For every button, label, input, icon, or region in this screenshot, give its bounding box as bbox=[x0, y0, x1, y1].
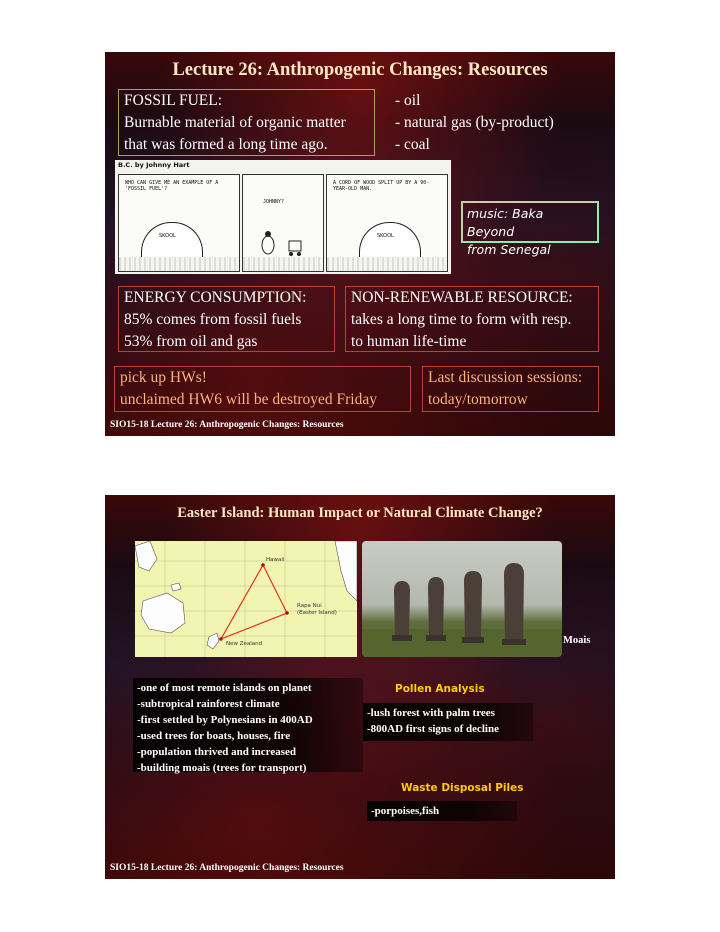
comic-sign: SKOOL bbox=[377, 233, 394, 239]
pacific-map bbox=[135, 541, 357, 657]
discussion-line: Last discussion sessions: bbox=[428, 369, 583, 386]
comic-characters-drawing bbox=[253, 227, 313, 257]
pacific-map-drawing bbox=[135, 541, 357, 657]
slide-title: Easter Island: Human Impact or Natural Climate Change? bbox=[177, 505, 543, 521]
non-renewable-line: takes a long time to form with resp. bbox=[351, 311, 572, 328]
fact-item: -building moais (trees for transport) bbox=[137, 762, 307, 774]
comic-panel-3 bbox=[326, 174, 448, 272]
fossil-fuel-line: FOSSIL FUEL: bbox=[124, 92, 223, 109]
energy-line: 85% comes from fossil fuels bbox=[124, 311, 302, 328]
comic-panel-2 bbox=[242, 174, 324, 272]
map-label-hawaii: Hawaii bbox=[266, 557, 285, 563]
music-note-box bbox=[462, 202, 598, 257]
waste-disposal-box bbox=[367, 801, 517, 821]
moai-statues-drawing bbox=[362, 541, 562, 657]
fossil-fuel-line: Burnable material of organic matter bbox=[124, 114, 346, 131]
slide-title: Lecture 26: Anthropogenic Changes: Resources bbox=[172, 60, 548, 80]
comic-ground bbox=[119, 257, 239, 271]
pollen-item: -800AD first signs of decline bbox=[367, 723, 499, 735]
comic-ground bbox=[327, 257, 447, 271]
discussion-notice-box bbox=[422, 366, 599, 412]
waste-item: -porpoises,fish bbox=[371, 805, 440, 817]
fact-item: -subtropical rainforest climate bbox=[137, 698, 280, 710]
pollen-analysis-box bbox=[363, 703, 533, 741]
comic-speech-bubble: JOHNNY? bbox=[263, 199, 285, 205]
non-renewable-box bbox=[345, 286, 599, 352]
easter-island-facts-box bbox=[133, 678, 363, 772]
slide-footer: SIO15-18 Lecture 26: Anthropogenic Changes: Resources bbox=[110, 420, 344, 430]
homework-notice-box bbox=[114, 366, 411, 412]
fuel-list-item: - coal bbox=[395, 136, 430, 153]
pollen-analysis-heading: Pollen Analysis bbox=[395, 683, 485, 695]
map-label-rapa-nui: Rapa Nui bbox=[297, 603, 322, 609]
fact-item: -used trees for boats, houses, fire bbox=[137, 730, 291, 742]
fact-item: -population thrived and increased bbox=[137, 746, 297, 758]
fuel-list-item: - oil bbox=[395, 92, 421, 109]
fact-item: -one of most remote islands on planet bbox=[137, 682, 312, 694]
slide-lecture-26 bbox=[105, 52, 615, 436]
map-label-new-zealand: New Zealand bbox=[226, 641, 263, 647]
comic-speech-bubble: WHO CAN GIVE ME AN EXAMPLE OF A 'FOSSIL FUEL'? bbox=[125, 180, 219, 192]
moais-caption: Moais bbox=[563, 635, 591, 646]
bc-comic-strip bbox=[115, 160, 451, 274]
comic-school-dome bbox=[359, 222, 421, 257]
comic-sign: SKOOL bbox=[159, 233, 176, 239]
non-renewable-line: NON-RENEWABLE RESOURCE: bbox=[351, 289, 573, 306]
homework-line: pick up HWs! bbox=[120, 369, 207, 386]
map-label-easter-island: (Easter Island) bbox=[297, 610, 337, 616]
comic-header: B.C. by Johnny Hart bbox=[118, 161, 190, 169]
comic-ground bbox=[243, 257, 323, 271]
non-renewable-line: to human life-time bbox=[351, 333, 467, 350]
fact-item: -first settled by Polynesians in 400AD bbox=[137, 714, 313, 726]
slide-easter-island bbox=[105, 495, 615, 879]
homework-line: unclaimed HW6 will be destroyed Friday bbox=[120, 391, 377, 408]
pollen-item: -lush forest with palm trees bbox=[367, 707, 495, 719]
energy-line: 53% from oil and gas bbox=[124, 333, 258, 350]
fossil-fuel-box bbox=[118, 89, 375, 156]
fossil-fuel-line: that was formed a long time ago. bbox=[124, 136, 328, 153]
comic-panel-1 bbox=[118, 174, 240, 272]
music-note-line: from Senegal bbox=[467, 242, 551, 257]
fuel-list bbox=[395, 90, 554, 156]
fuel-list-item: - natural gas (by-product) bbox=[395, 114, 554, 131]
moai-photo bbox=[362, 541, 562, 657]
discussion-line: today/tomorrow bbox=[428, 391, 528, 408]
energy-consumption-box bbox=[118, 286, 335, 352]
comic-school-dome bbox=[141, 222, 203, 257]
music-note-line: music: Baka Beyond bbox=[467, 206, 544, 239]
waste-disposal-heading: Waste Disposal Piles bbox=[401, 782, 524, 794]
energy-line: ENERGY CONSUMPTION: bbox=[124, 289, 307, 306]
comic-speech-bubble: A CORD OF WOOD SPLIT UP BY A 90-YEAR-OLD MAN. bbox=[333, 180, 430, 192]
slide-footer: SIO15-18 Lecture 26: Anthropogenic Changes: Resources bbox=[110, 863, 344, 873]
